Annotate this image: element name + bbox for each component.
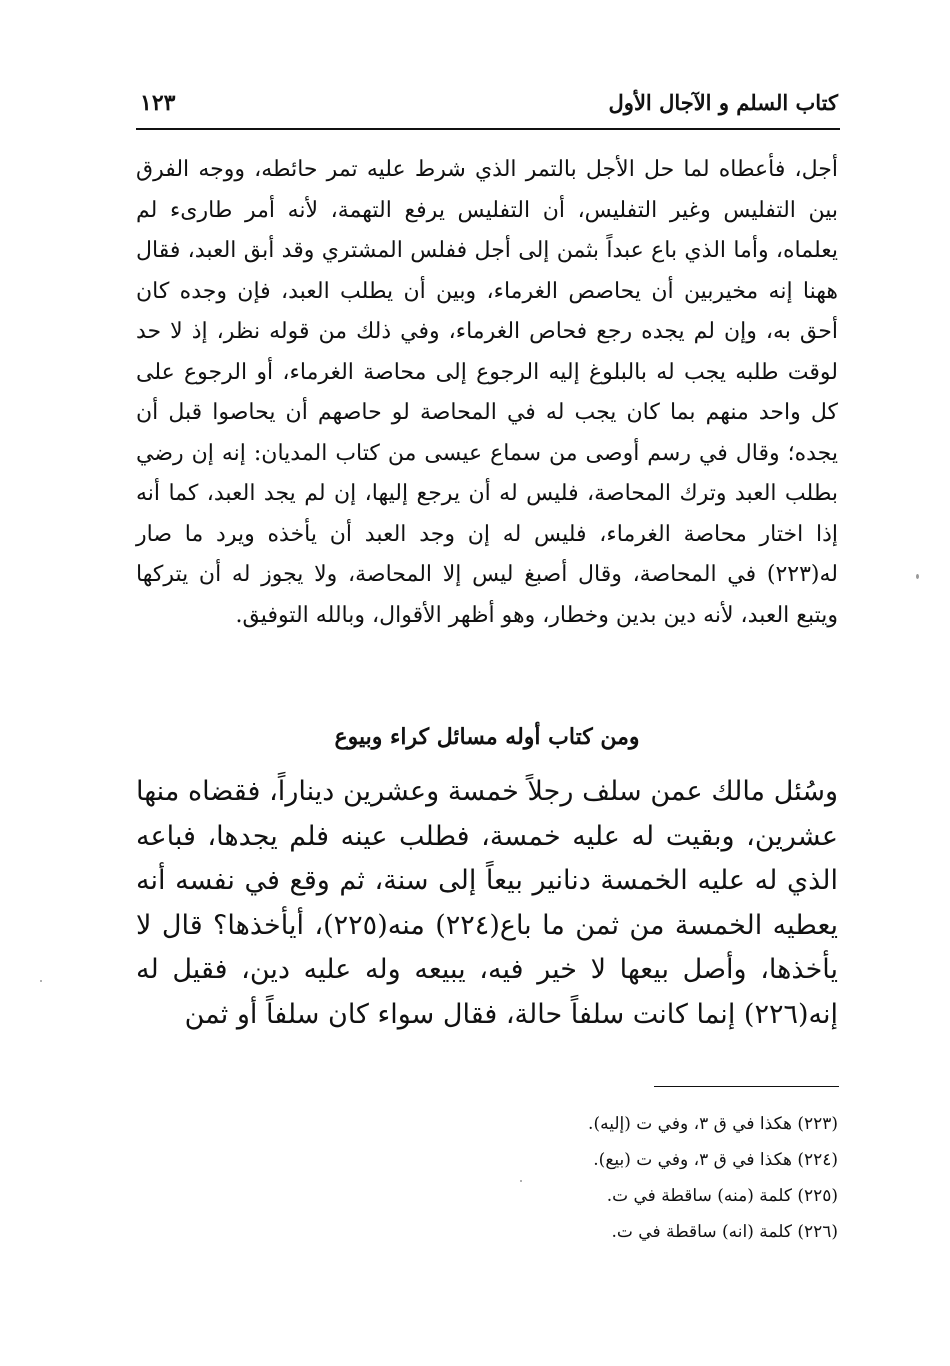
footnote-divider	[654, 1086, 839, 1087]
scan-speck	[520, 1180, 522, 1182]
page-number: ١٢٣	[140, 90, 176, 116]
scan-speck	[40, 980, 42, 982]
book-section-title: كتاب السلم و الآجال الأول	[608, 90, 838, 115]
header-divider	[136, 128, 840, 130]
scan-speck	[916, 574, 919, 579]
footnote-item: (٢٢٣) هكذا في ق ٣، وفي ت (إليه).	[588, 1114, 838, 1134]
footnote-item: (٢٢٦) كلمة (انه) ساقطة في ت.	[611, 1222, 838, 1242]
body-paragraph: أجل، فأعطاه لما حل الأجل بالتمر الذي شرط عليه تمر حائطه، ووجه الفرق بين التفليس وغير التفليس، أن التفليس يرفع التهمة، لأنه أمر طارىء لم يعلماه، وأما الذي باع عبداً بثمن إلى أجل ففلس المشتري وقد أبق العبد، فقال ههنا إنه مخيربين أن يحاصص الغرماء، وبين أن يطلب العبد، فإن وجده كان أحق به، وإن لم يجده رجع فحاص الغرماء، وفي ذلك من قوله نظر، إذ لا حد لوقت طلبه يجب له بالبلوغ إليه الرجوع إلى محاصة الغرماء، أو الرجوع على كل واحد منهم بما كان يجب له في المحاصة لو حاصهم أن يحاصوا قبل أن يجده؛ وقال في رسم أوصى من سماع عيسى من كتاب المديان: إنه إن رضي بطلب العبد وترك المحاصة، فليس له أن يرجع إليها، إن لم يجد العبد، كما أنه إذا اختار محاصة الغرماء، فليس له إن وجد العبد أن يأخذه ويرد ما صار له(٢٢٣) في المحاصة، وقال أصبغ ليس إلا المحاصة، ولا يجوز له أن يتركها ويتبع العبد، لأنه دين بدين وخطار، وهو أظهر الأقوال، وبالله التوفيق.	[136, 157, 838, 628]
running-header	[136, 86, 838, 126]
section-paragraph: وسُئل مالك عمن سلف رجلاً خمسة وعشرين ديناراً، فقضاه منها عشرين، وبقيت له عليه خمسة، فطلب عينه فلم يجدها، فباعه الذي له عليه الخمسة دنانير بيعاً إلى سنة، ثم وقع في نفسه أنه يعطيه الخمسة من ثمن ما باع(٢٢٤) منه(٢٢٥)، أيأخذها؟ قال لا يأخذها، وأصل بيعها لا خير فيه، يبيعه وله عليه دين، فقيل له إنه(٢٢٦) إنما كانت سلفاً حالة، فقال سواء كان سلفاً أو ثمن	[136, 776, 838, 1030]
footnotes-list	[400, 1106, 838, 1250]
footnote-item: (٢٢٤) هكذا في ق ٣، وفي ت (بيع).	[593, 1150, 838, 1170]
footnote-item: (٢٢٥) كلمة (منه) ساقطة في ت.	[606, 1186, 838, 1206]
section-heading: ومن كتاب أوله مسائل كراء وبيوع	[334, 724, 640, 750]
